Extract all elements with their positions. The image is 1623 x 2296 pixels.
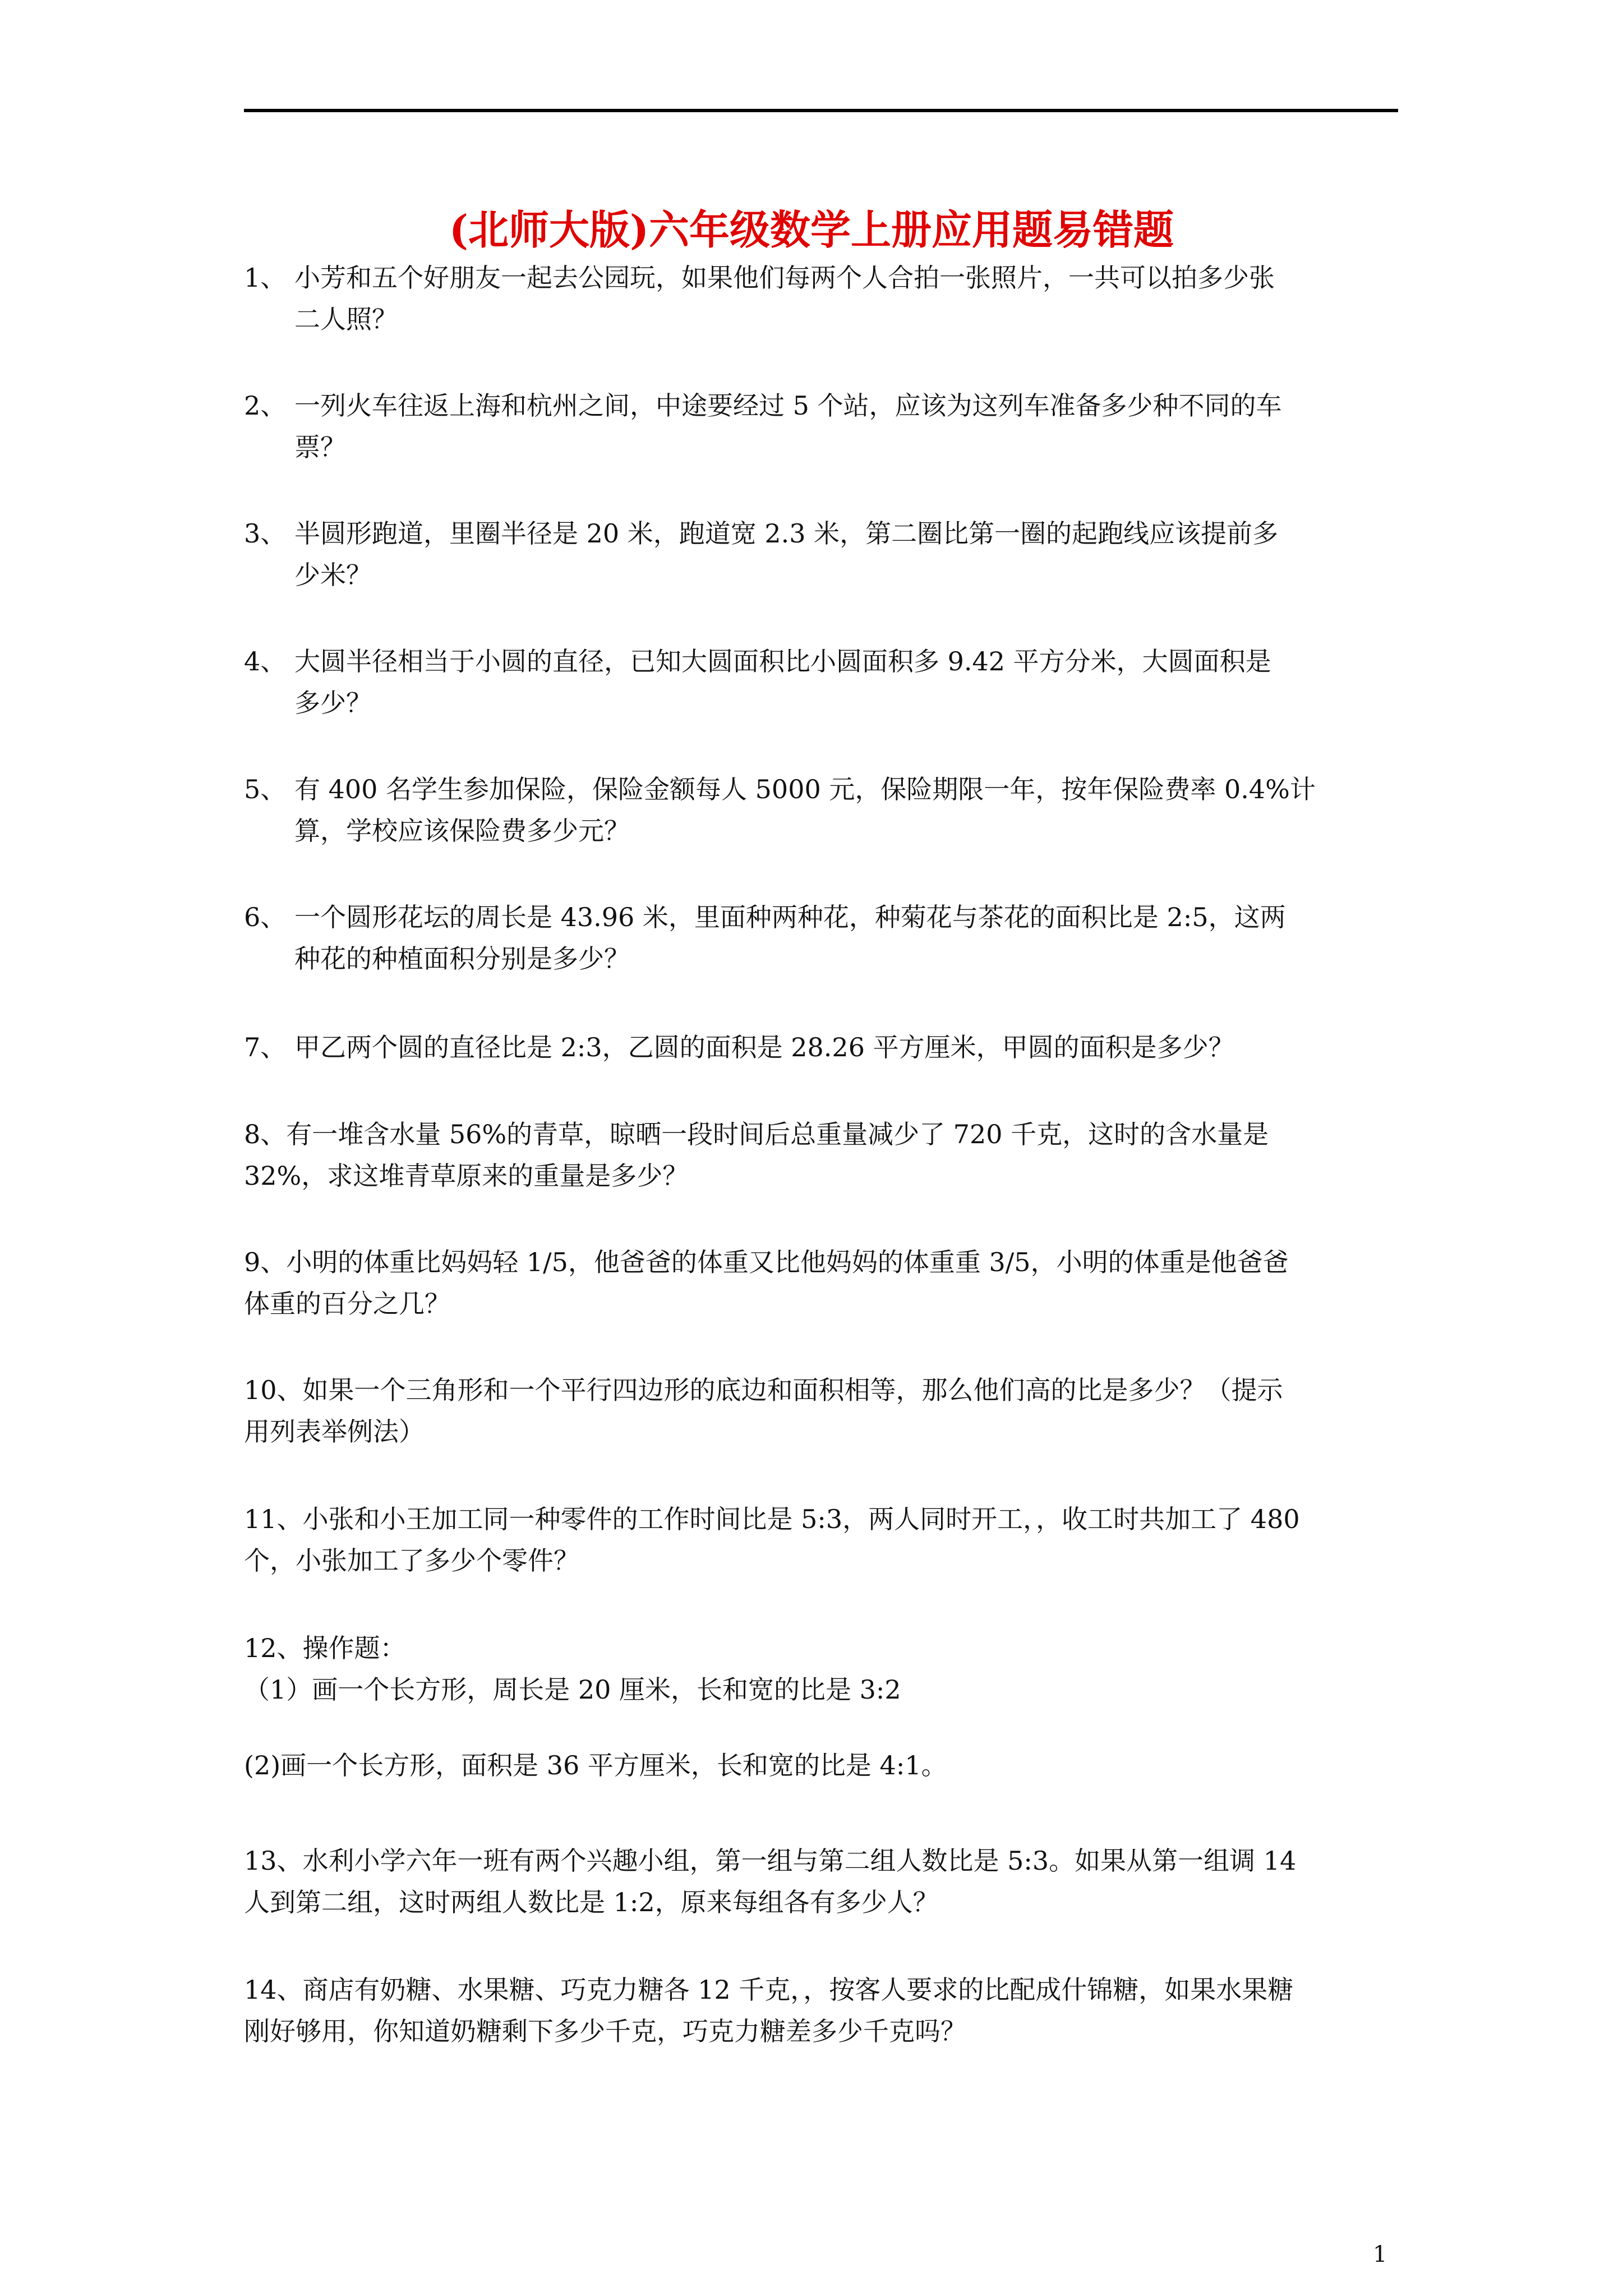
question-text-cont: 票？ [294, 432, 346, 462]
question-text: 8、有一堆含水量 56%的青草，晾晒一段时间后总重量减少了 720 千克，这时的含水量是 [244, 1119, 1269, 1149]
question-text: 有 400 名学生参加保险，保险金额每人 5000 元，保险期限一年，按年保险费率 0.4%计 [294, 774, 1316, 804]
question-text: 大圆半径相当于小圆的直径，已知大圆面积比小圆面积多 9.42 平方分米，大圆面积是 [294, 646, 1271, 677]
question-text: 10、如果一个三角形和一个平行四边形的底边和面积相等，那么他们高的比是多少？（提示 [244, 1375, 1283, 1405]
question-3 [244, 513, 1394, 596]
question-13 [244, 1840, 1394, 1923]
question-number: 2、 [244, 390, 287, 421]
question-number: 5、 [244, 774, 287, 804]
question-2 [244, 385, 1394, 468]
question-1 [244, 257, 1394, 340]
question-text: 一个圆形花坛的周长是 43.96 米，里面种两种花，种菊花与茶花的面积比是 2:5，这两 [294, 902, 1286, 932]
question-12 [244, 1627, 1394, 1710]
question-subitem: (2)画一个长方形，面积是 36 平方厘米，长和宽的比是 4:1。 [244, 1750, 947, 1780]
question-text-cont: 种花的种植面积分别是多少？ [294, 944, 630, 974]
question-text-cont: 二人照？ [294, 304, 398, 334]
question-4 [244, 641, 1394, 724]
question-text-cont: 个，小张加工了多少个零件？ [244, 1545, 579, 1576]
question-text: 半圆形跑道，里圈半径是 20 米，跑道宽 2.3 米，第二圈比第一圈的起跑线应该提前多 [294, 518, 1279, 549]
question-number: 3、 [244, 518, 287, 549]
question-text-cont: 算，学校应该保险费多少元？ [294, 816, 630, 846]
question-text-cont: 用列表举例法） [244, 1416, 425, 1447]
question-number: 1、 [244, 263, 287, 293]
question-text: 一列火车往返上海和杭州之间，中途要经过 5 个站，应该为这列车准备多少种不同的车 [294, 390, 1282, 421]
question-subitem: （1）画一个长方形，周长是 20 厘米，长和宽的比是 3:2 [244, 1674, 901, 1705]
question-text-cont: 少米？ [294, 560, 372, 590]
question-text: 9、小明的体重比妈妈轻 1/5，他爸爸的体重又比他妈妈的体重重 3/5，小明的体重是他爸爸 [244, 1247, 1289, 1277]
question-8 [244, 1114, 1394, 1197]
page-number: 1 [1373, 2242, 1387, 2267]
question-11 [244, 1498, 1394, 1581]
question-text: 14、商店有奶糖、水果糖、巧克力糖各 12 千克，，按客人要求的比配成什锦糖，如果水果糖 [244, 1975, 1294, 2005]
question-9 [244, 1241, 1394, 1324]
question-text: 小芳和五个好朋友一起去公园玩，如果他们每两个人合拍一张照片，一共可以拍多少张 [294, 263, 1275, 293]
question-14 [244, 1969, 1394, 2052]
question-text-cont: 32%，求这堆青草原来的重量是多少？ [244, 1161, 689, 1191]
question-text-cont: 体重的百分之几？ [244, 1289, 450, 1319]
question-7 [244, 1027, 1394, 1068]
question-text: 13、水利小学六年一班有两个兴趣小组，第一组与第二组人数比是 5:3。如果从第一组调 14 [244, 1846, 1297, 1876]
question-text-cont: 刚好够用，你知道奶糖剩下多少千克，巧克力糖差多少千克吗？ [244, 2016, 966, 2046]
question-text: 12、操作题： [244, 1633, 406, 1663]
question-10 [244, 1369, 1394, 1452]
question-6 [244, 896, 1394, 979]
question-5 [244, 769, 1394, 852]
question-text: 甲乙两个圆的直径比是 2:3，乙圆的面积是 28.26 平方厘米，甲圆的面积是多少？ [294, 1032, 1234, 1062]
question-text: 11、小张和小王加工同一种零件的工作时间比是 5:3，两人同时开工，，收工时共加工了 480 [244, 1504, 1300, 1534]
question-number: 7、 [244, 1032, 287, 1062]
question-number: 6、 [244, 902, 287, 932]
question-12-part-2 [244, 1745, 1394, 1786]
question-text-cont: 多少？ [294, 688, 372, 718]
page-title: (北师大版)六年级数学上册应用题易错题 [449, 206, 1174, 254]
header-rule [244, 109, 1398, 112]
question-text-cont: 人到第二组，这时两组人数比是 1:2，原来每组各有多少人？ [244, 1887, 939, 1917]
question-number: 4、 [244, 646, 287, 677]
